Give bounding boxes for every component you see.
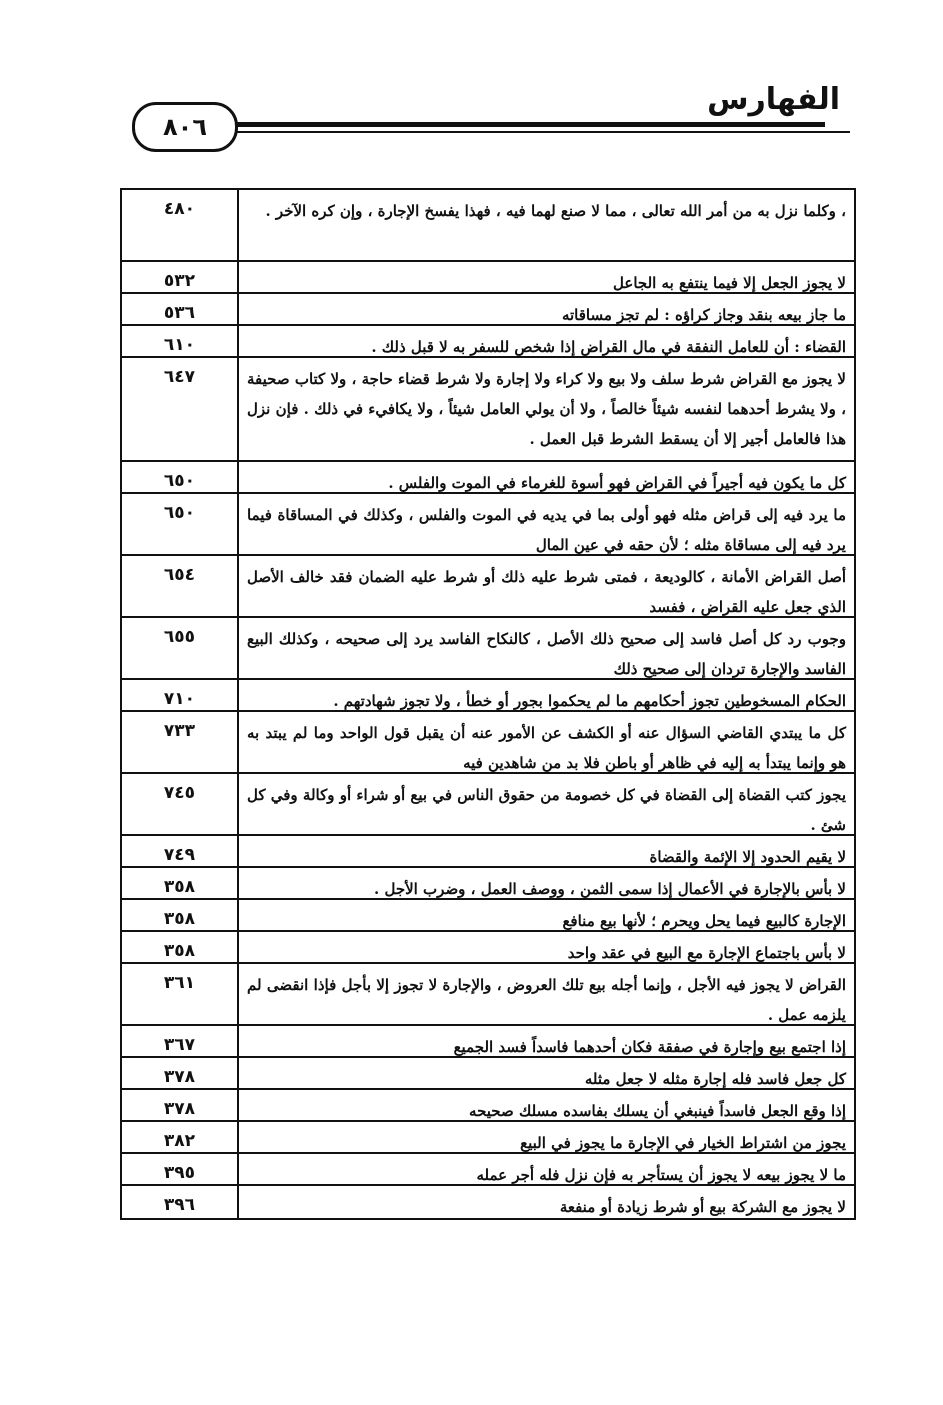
table-row — [122, 190, 854, 262]
page-reference: ٥٣٦ — [122, 294, 239, 324]
page-reference: ٧٤٥ — [122, 774, 239, 834]
header-rule-thin — [210, 131, 850, 133]
table-row — [122, 618, 854, 680]
rule-text: ما لا يجوز بيعه لا يجوز أن يستأجر به فإن نزل فله أجر عمله — [476, 1166, 846, 1184]
page-reference: ٤٨٠ — [122, 190, 239, 260]
page-reference: ٣٨٢ — [122, 1122, 239, 1152]
rule-text: ما جاز بيعه بنقد وجاز كراؤه : لم تجز مساقاته — [561, 306, 846, 324]
table-row — [122, 680, 854, 712]
page-reference: ٧٣٣ — [122, 712, 239, 772]
page-reference: ٧١٠ — [122, 680, 239, 710]
page-reference: ٣٩٦ — [122, 1186, 239, 1218]
rule-text: ما يرد فيه إلى قراض مثله فهو أولى بما في يديه في الموت والفلس ، وكذلك في المساقاة فيما يرد فيه إلى مساقاة مثله ؛ لأن حقه في عين المال — [247, 506, 846, 554]
table-row — [122, 1186, 854, 1218]
rule-text: إذا اجتمع بيع وإجارة في صفقة فكان أحدهما فاسداً فسد الجميع — [453, 1038, 846, 1056]
table-row — [122, 262, 854, 294]
rule-text: لا بأس بالإجارة في الأعمال إذا سمى الثمن ، ووصف العمل ، وضرب الأجل . — [374, 880, 846, 898]
page-reference: ٥٣٢ — [122, 262, 239, 292]
table-row — [122, 1026, 854, 1058]
rule-text: القضاء : أن للعامل النفقة في مال القراض إذا شخص للسفر به لا قبل ذلك . — [371, 338, 846, 356]
section-title: الفهارس — [707, 82, 840, 117]
rule-text: كل ما يكون فيه أجيراً في القراض فهو أسوة للغرماء في الموت والفلس . — [388, 474, 846, 492]
page-reference: ٧٤٩ — [122, 836, 239, 866]
header-rule-thick — [225, 122, 825, 127]
table-row — [122, 294, 854, 326]
rule-text: أصل القراض الأمانة ، كالوديعة ، فمتى شرط عليه ذلك أو شرط عليه الضمان فقد خالف الأصل الذي جعل عليه القراض ، ففسد — [247, 568, 846, 616]
table-row — [122, 358, 854, 462]
rule-text: الإجارة كالبيع فيما يحل ويحرم ؛ لأنها بيع منافع — [562, 912, 846, 930]
rule-text: كل ما يبتدي القاضي السؤال عنه أو الكشف عن الأمور عنه أن يقبل قول الواحد وما لم يبتد به هو وإنما يبتدأ به إليه في ظاهر أو باطن فلا بد من شاهدين فيه — [247, 724, 846, 772]
table-row — [122, 556, 854, 618]
rule-text: يجوز كتب القضاة إلى القضاة في كل خصومة من حقوق الناس في بيع أو شراء أو وكالة وفي كل شئ . — [247, 786, 846, 834]
table-row — [122, 836, 854, 868]
table-row — [122, 494, 854, 556]
table-row — [122, 964, 854, 1026]
page-reference: ٦٥٠ — [122, 462, 239, 492]
rule-text: لا يجوز الجعل إلا فيما ينتفع به الجاعل — [613, 274, 846, 292]
rule-text: كل جعل فاسد فله إجارة مثله لا جعل مثله — [584, 1070, 846, 1088]
table-row — [122, 712, 854, 774]
table-row — [122, 1058, 854, 1090]
page-reference: ٣٦١ — [122, 964, 239, 1024]
rule-text: الحكام المسخوطين تجوز أحكامهم ما لم يحكموا بجور أو خطأ ، ولا تجوز شهادتهم . — [333, 692, 846, 710]
page-header — [120, 82, 840, 152]
table-row — [122, 900, 854, 932]
table-row — [122, 868, 854, 900]
page-reference: ٣٦٧ — [122, 1026, 239, 1056]
rule-text: لا يجوز مع القراض شرط سلف ولا بيع ولا كراء ولا إجارة ولا شرط قضاء حاجة ، ولا كتاب صحيفة ، ولا يشرط أحدهما لنفسه شيئاً خالصاً ، ولا أن يولي العامل شيئاً ، ولا يكافيء في ذلك . فإن نزل هذا فالعامل أجير إلا أن يسقط الشرط قبل العمل . — [247, 370, 846, 448]
table-row — [122, 1090, 854, 1122]
table-row — [122, 1122, 854, 1154]
page-reference: ٦١٠ — [122, 326, 239, 356]
rule-text: إذا وقع الجعل فاسداً فينبغي أن يسلك بفاسده مسلك صحيحه — [469, 1102, 846, 1120]
page-reference: ٦٥٤ — [122, 556, 239, 616]
index-table — [120, 188, 856, 1220]
table-row — [122, 1154, 854, 1186]
table-row — [122, 774, 854, 836]
table-row — [122, 932, 854, 964]
rule-text: القراض لا يجوز فيه الأجل ، وإنما أجله بيع تلك العروض ، والإجارة لا تجوز إلا بأجل فإذا انقضى لم يلزمه عمل . — [247, 976, 846, 1024]
page-reference: ٣٥٨ — [122, 868, 239, 898]
rule-text: لا يجوز مع الشركة بيع أو شرط زيادة أو منفعة — [559, 1198, 846, 1216]
page-reference: ٦٥٠ — [122, 494, 239, 554]
page-reference: ٣٧٨ — [122, 1090, 239, 1120]
table-row — [122, 462, 854, 494]
rule-text: وجوب رد كل أصل فاسد إلى صحيح ذلك الأصل ، كالنكاح الفاسد يرد إلى صحيحه ، وكذلك البيع الفاسد والإجارة تردان إلى صحيح ذلك — [247, 630, 846, 678]
rule-text: ، وكلما نزل به من أمر الله تعالى ، مما لا صنع لهما فيه ، فهذا يفسخ الإجارة ، وإن كره الآخر . — [265, 202, 846, 220]
page-reference: ٣٧٨ — [122, 1058, 239, 1088]
page-number: ٨٠٦ — [132, 102, 238, 152]
rule-text: يجوز من اشتراط الخيار في الإجارة ما يجوز في البيع — [520, 1134, 846, 1152]
table-row — [122, 326, 854, 358]
page-reference: ٣٥٨ — [122, 932, 239, 962]
rule-text: لا بأس باجتماع الإجارة مع البيع في عقد واحد — [567, 944, 846, 962]
rule-text: لا يقيم الحدود إلا الإئمة والقضاة — [649, 848, 846, 866]
page-reference: ٣٩٥ — [122, 1154, 239, 1184]
page-reference: ٦٤٧ — [122, 358, 239, 460]
page-reference: ٦٥٥ — [122, 618, 239, 678]
page-reference: ٣٥٨ — [122, 900, 239, 930]
